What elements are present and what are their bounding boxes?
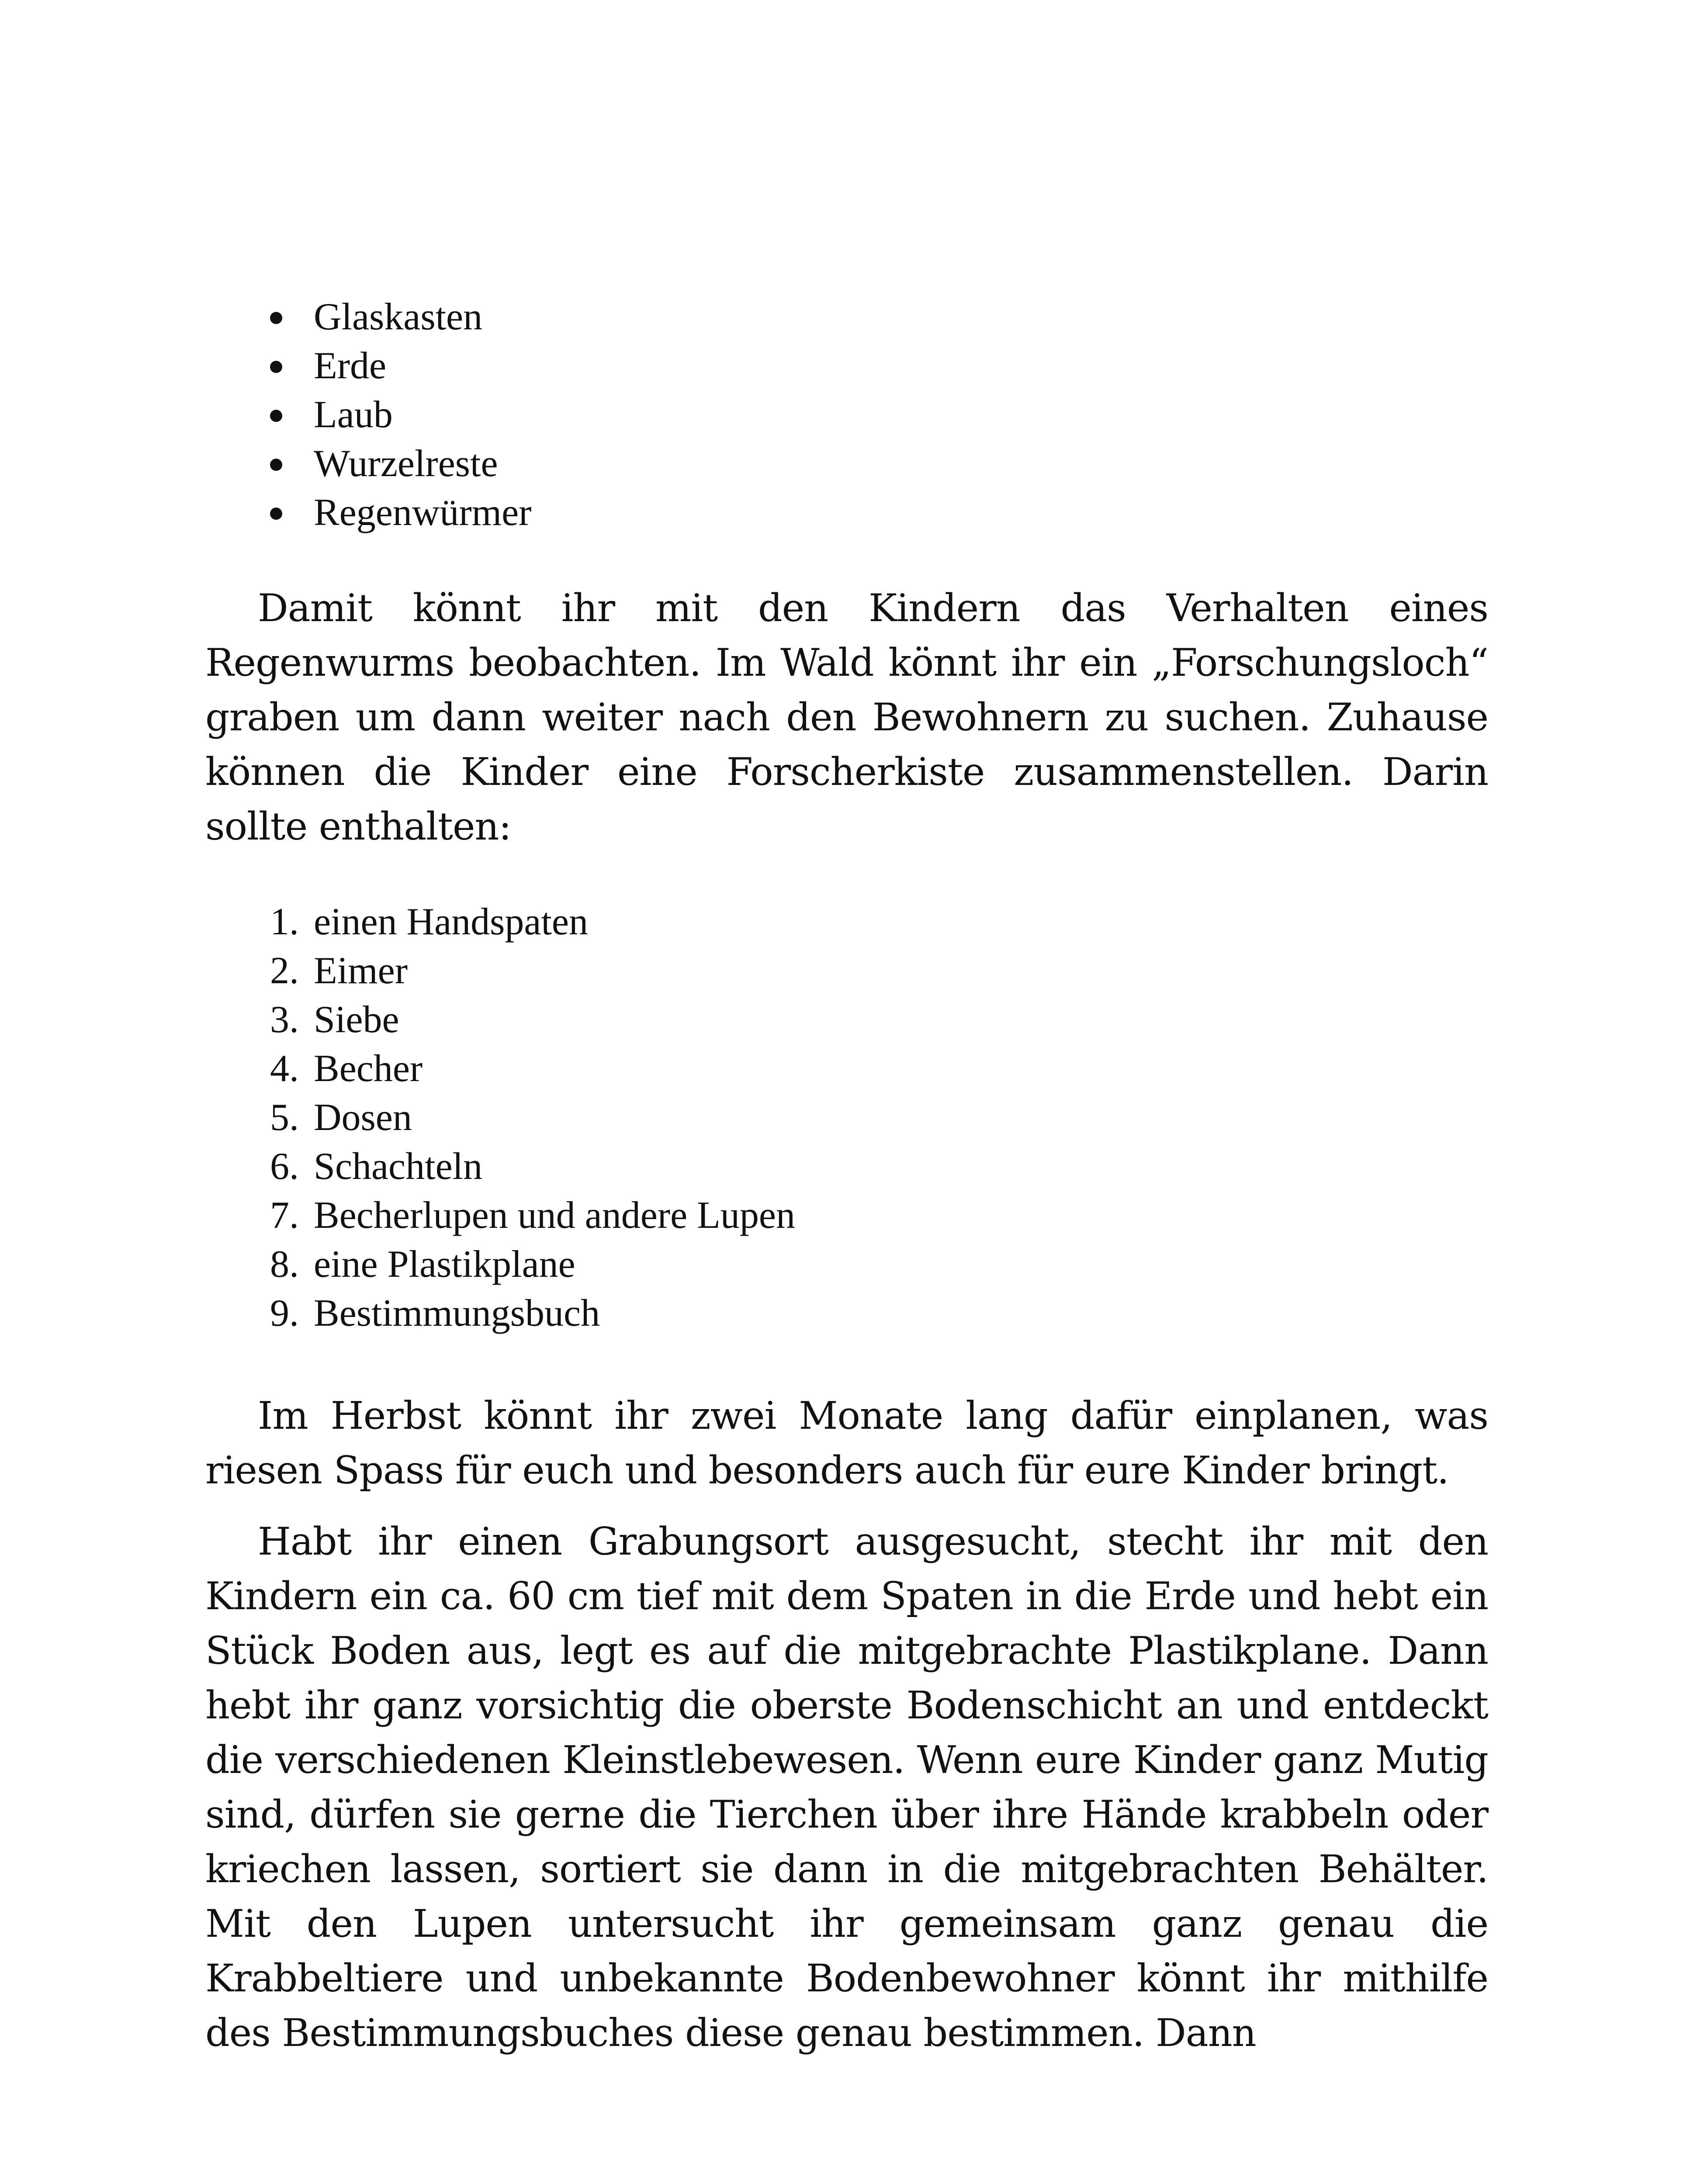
bullet-icon	[270, 459, 282, 471]
list-item: 6. Schachteln	[270, 1145, 483, 1188]
paragraph: Im Herbst könnt ihr zwei Monate lang dafür einplanen, was riesen Spass für euch und besonders auch für eure Kinder bringt.	[205, 1393, 1488, 1493]
list-item: 4. Becher	[270, 1047, 423, 1090]
bullet-icon	[270, 361, 282, 373]
list-item: 5. Dosen	[270, 1096, 412, 1139]
list-item: Regenwürmer	[205, 488, 1488, 537]
list-item: 9. Bestimmungsbuch	[270, 1292, 600, 1334]
bullet-icon	[270, 508, 282, 520]
document-page	[205, 293, 1488, 2060]
numbered-list	[205, 898, 1488, 1338]
paragraph: Habt ihr einen Grabungsort ausgesucht, stecht ihr mit den Kindern ein ca. 60 cm tief mit dem Spaten in die Erde und hebt ein Stück Boden aus, legt es auf die mitgebrachte Plastikplane. Dann hebt ihr ganz vorsichtig die oberste Bodenschicht an und entdeckt die verschiedenen Kleinstlebewesen. Wenn eure Kinder ganz Mutig sind, dürfen sie gerne die Tierchen über ihre Hände krabbeln oder kriechen lassen, sortiert sie dann in die mitgebrachten Behälter. Mit den Lupen untersucht ihr gemeinsam ganz genau die Krabbeltiere und unbekannte Bodenbewohner könnt ihr mithilfe des Bestimmungsbuches diese genau bestimmen. Dann	[205, 1519, 1488, 2055]
list-item: Laub	[205, 390, 1488, 439]
list-item: Glaskasten	[205, 293, 1488, 342]
list-item: 7. Becherlupen und andere Lupen	[270, 1194, 795, 1237]
bullet-icon	[270, 410, 282, 422]
list-item: 3. Siebe	[270, 999, 399, 1041]
bullet-icon	[270, 312, 282, 324]
paragraph: Damit könnt ihr mit den Kindern das Verhalten eines Regenwurms beobachten. Im Wald könnt ihr ein „Forschungsloch“ graben um dann weiter nach den Bewohnern zu suchen. Zuhause können die Kinder eine Forscherkiste zusammenstellen. Darin sollte enthalten:	[205, 586, 1488, 849]
list-item: 2. Eimer	[270, 950, 408, 992]
list-item: 1. einen Handspaten	[270, 901, 588, 943]
bullet-list	[205, 293, 1488, 537]
list-item: Wurzelreste	[205, 439, 1488, 488]
list-item: Erde	[205, 342, 1488, 390]
list-item: 8. eine Plastikplane	[270, 1243, 575, 1286]
